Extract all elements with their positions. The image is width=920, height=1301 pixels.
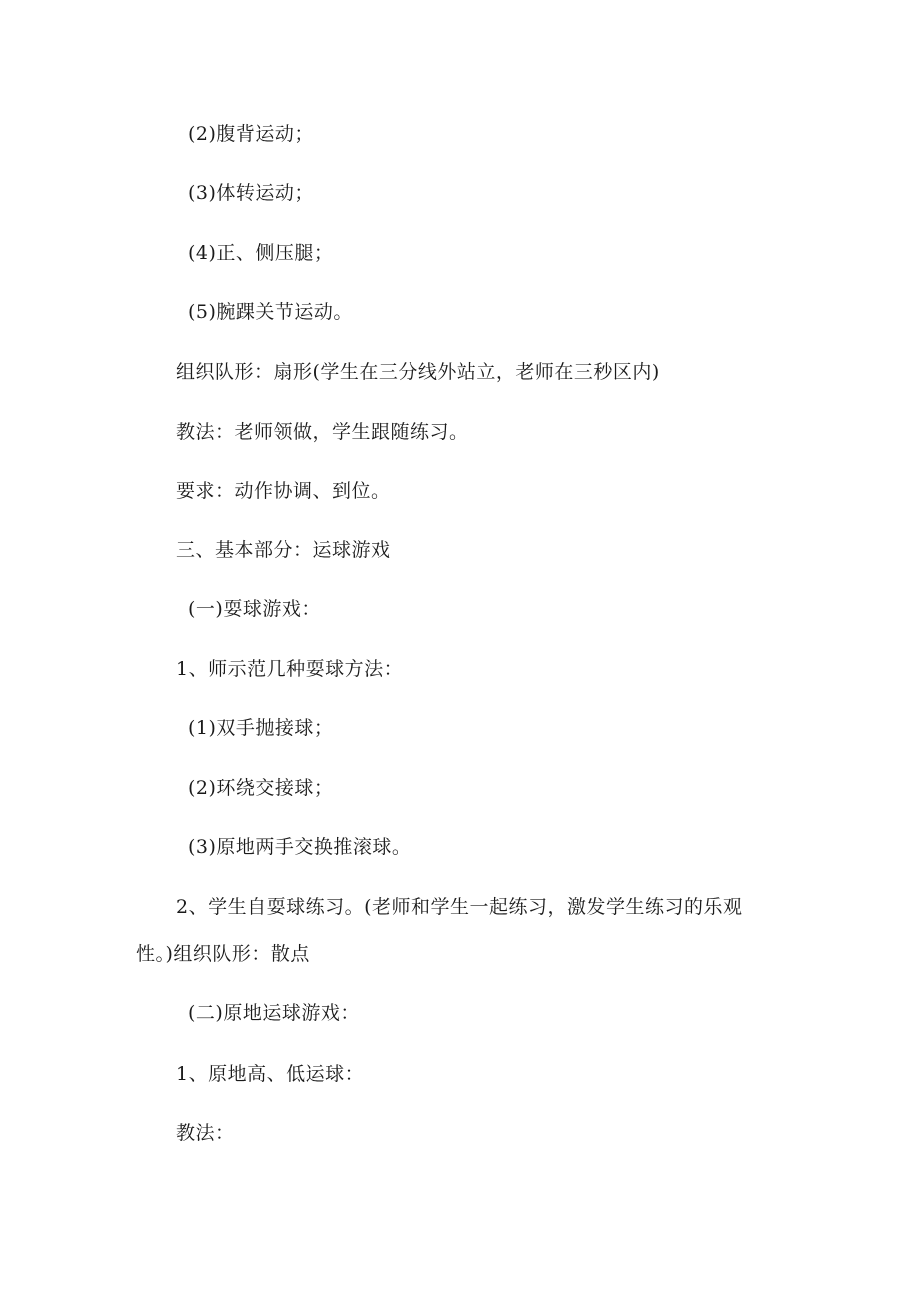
text-line: (3)原地两手交换推滚球。	[188, 836, 412, 858]
text-line: 2、学生自耍球练习。(老师和学生一起练习，激发学生练习的乐观	[176, 896, 743, 918]
subsection-heading: (一)耍球游戏：	[188, 598, 321, 620]
text-line: 教法：老师领做，学生跟随练习。	[176, 421, 469, 443]
text-line: 1、原地高、低运球：	[176, 1063, 365, 1085]
text-line: 1、师示范几种耍球方法：	[176, 658, 404, 680]
text-line: (5)腕踝关节运动。	[188, 301, 353, 323]
text-line: 性。)组织队形：散点	[136, 943, 310, 965]
text-line: 教法：	[176, 1122, 235, 1144]
text-line: (2)环绕交接球；	[188, 777, 334, 799]
section-heading: 三、基本部分：运球游戏	[176, 539, 391, 561]
text-line: (2)腹背运动；	[188, 123, 314, 145]
text-line: (1)双手抛接球；	[188, 717, 334, 739]
text-line: 要求：动作协调、到位。	[176, 480, 391, 502]
text-line: (3)体转运动；	[188, 182, 314, 204]
subsection-heading: (二)原地运球游戏：	[188, 1002, 360, 1024]
text-line: 组织队形：扇形(学生在三分线外站立，老师在三秒区内)	[176, 361, 660, 383]
text-line: (4)正、侧压腿；	[188, 242, 334, 264]
